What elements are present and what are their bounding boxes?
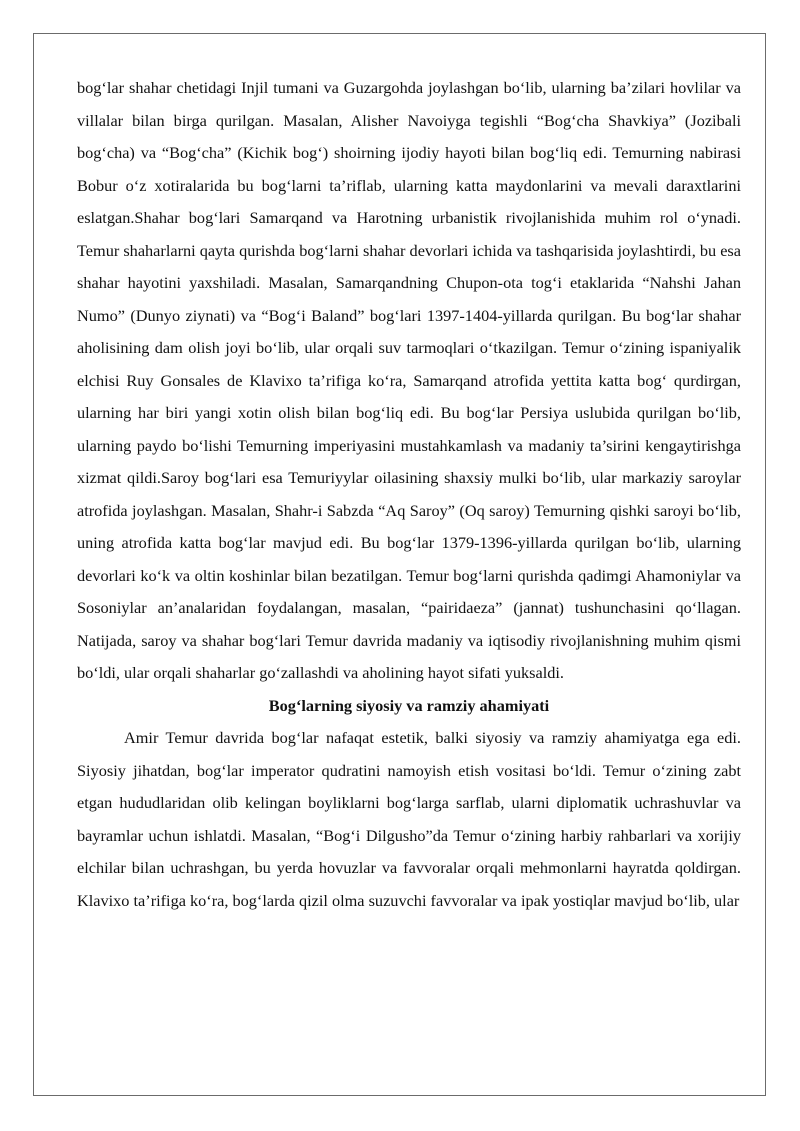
section-heading: Bog‘larning siyosiy va ramziy ahamiyati: [268, 695, 550, 715]
paragraph-gardens-cities: bog‘lar shahar chetidagi Injil tumani va Guzargohda joylashgan bo‘lib, ularning ba’zilari hovlilar va villalar bilan birga qurilgan. Masalan, Alisher Navoiyga tegishli “Bog‘cha Shavkiya” (Jozibali bog‘cha) va “Bog‘cha” (Kichik bog‘) shoirning ijodiy hayoti bilan bog‘liq edi. Temurning nabirasi Bobur o‘z xotiralarida bu bog‘larni ta’riflab, ularning katta maydonlarini va mevali daraxtlarini eslatgan.Shahar bog‘lari Samarqand va Harotning urbanistik rivojlanishida muhim rol o‘ynadi. Temur shaharlarni qayta qurishda bog‘larni shahar devorlari ichida va tashqarisida joylashtirdi, bu esa shahar hayotini yaxshiladi. Masalan, Samarqandning Chupon-ota tog‘i etaklarida “Nahshi Jahan Numo” (Dunyo ziynati) va “Bog‘i Baland” bog‘lari 1397-1404-yillarda qurilgan. Bu bog‘lar shahar aholisining dam olish joyi bo‘lib, ular orqali suv tarmoqlari o‘tkazilgan. Temur o‘zining ispaniyalik elchisi Ruy Gonsales de Klavixo ta’rifiga ko‘ra, Samarqand atrofida yettita katta bog‘ qurdirgan, ularning har biri yangi xotin olish bilan bog‘liq edi. Bu bog‘lar Persiya uslubida qurilgan bo‘lib, ularning paydo bo‘lishi Temurning imperiyasini mustahkamlash va madaniy ta’sirini kengaytirishga xizmat qildi.Saroy bog‘lari esa Temuriyylar oilasining shaxsiy mulki bo‘lib, ular markaziy saroylar atrofida joylashgan. Masalan, Shahr-i Sabzda “Aq Saroy” (Oq saroy) Temurning qishki saroyi bo‘lib, uning atrofida katta bog‘lar mavjud edi. Bu bog‘lar 1379-1396-yillarda qurilgan bo‘lib, ularning devorlari ko‘k va oltin koshinlar bilan bezatilgan. Temur bog‘larni qurishda qadimgi Ahamoniylar va Sosoniylar an’analaridan foydalangan, masalan, “pairidaeza” (jannat) tushunchasini qo‘llagan. Natijada, saroy va shahar bog‘lari Temur davrida madaniy va iqtisodiy rivojlanishning muhim qismi bo‘ldi, ular orqali shaharlar go‘zallashdi va aholining hayot sifati yuksaldi.: [77, 78, 741, 682]
document-body: [77, 72, 741, 917]
paragraph-political-meaning: Amir Temur davrida bog‘lar nafaqat estetik, balki siyosiy va ramziy ahamiyatga ega edi. Siyosiy jihatdan, bog‘lar imperator qudratini namoyish etish vositasi bo‘ldi. Temur o‘zining zabt etgan hududlaridan olib kelingan boyliklarni bog‘larga sarflab, ularni diplomatik uchrashuvlar va bayramlar uchun ishlatdi. Masalan, “Bog‘i Dilgusho”da Temur o‘zining harbiy rahbarlari va xorijiy elchilar bilan uchrashgan, bu yerda hovuzlar va favvoralar orqali mehmonlarni hayratda qoldirgan. Klavixo ta’rifiga ko‘ra, bog‘larda qizil olma suzuvchi favvoralar va ipak yostiqlar mavjud bo‘lib, ular: [77, 728, 741, 910]
